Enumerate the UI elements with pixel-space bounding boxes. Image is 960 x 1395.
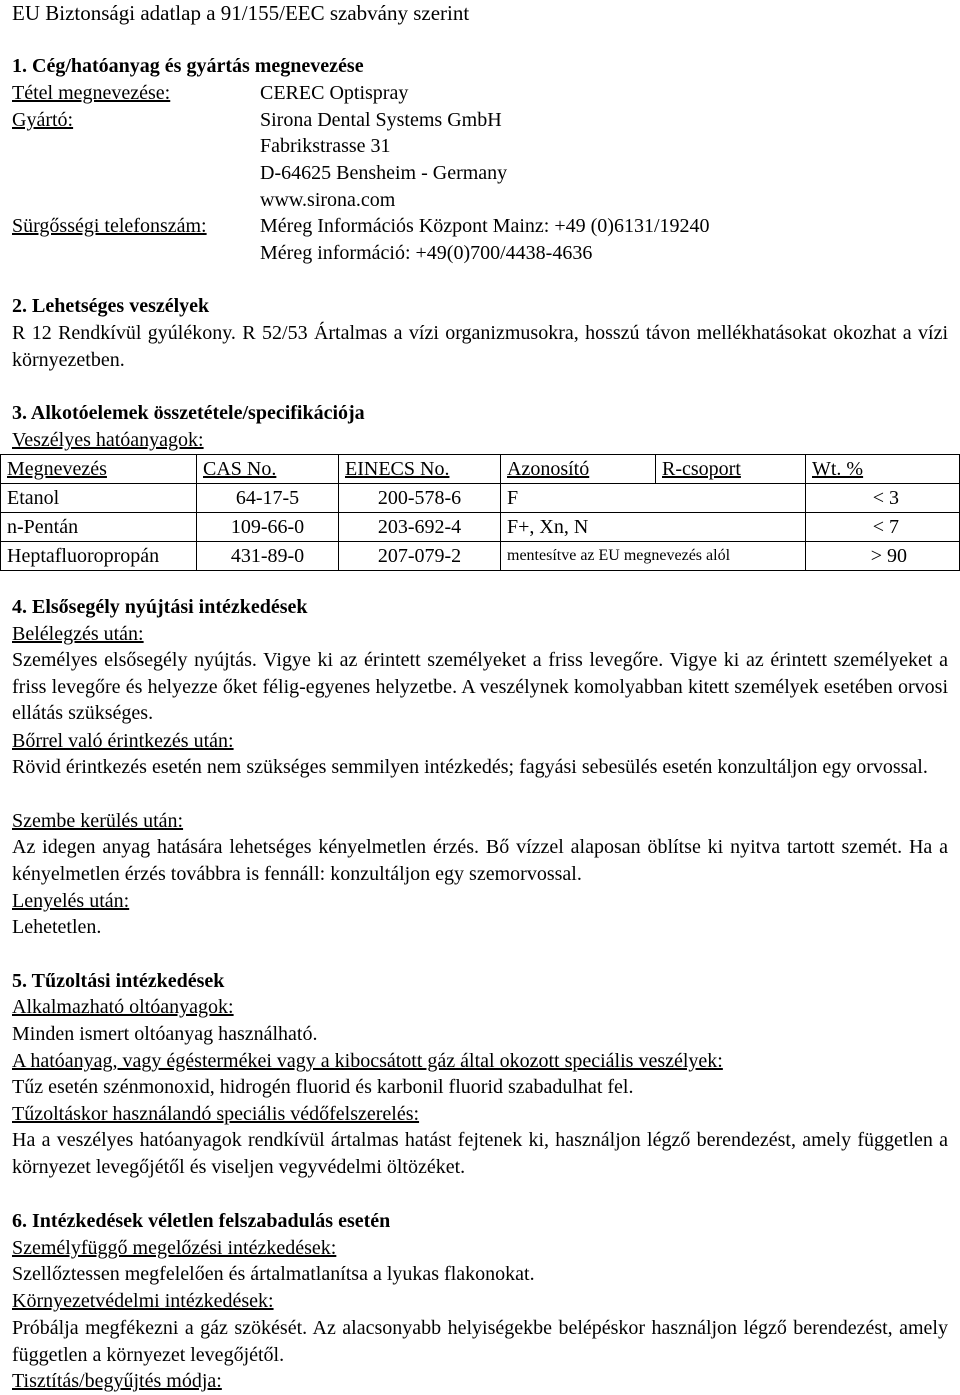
item-name-label: Tétel megnevezése: (12, 82, 171, 104)
special-hazards-label: A hatóanyag, vagy égéstermékei vagy a kibocsátott gáz által okozott speciális veszélyek: (12, 1050, 723, 1072)
environmental-label: Környezetvédelmi intézkedések: (12, 1290, 274, 1312)
composition-table (0, 454, 960, 571)
cell-einecs: 203-692-4 (339, 513, 501, 542)
table-row (1, 513, 960, 542)
hazards-text: R 12 Rendkívül gyúlékony. R 52/53 Ártalmas a vízi organizmusokra, hosszú távon mellékhatásokat okozhat a vízi környezetben. (12, 322, 948, 371)
ingestion-text: Lehetetlen. (12, 916, 102, 938)
cell-wt: > 90 (806, 542, 960, 571)
item-name-value: CEREC Optispray (260, 82, 409, 104)
manufacturer-name: Sirona Dental Systems GmbH (260, 109, 502, 131)
cell-cas: 431-89-0 (197, 542, 339, 571)
document-header: EU Biztonsági adatlap a 91/155/EEC szabvány szerint (12, 1, 470, 25)
personal-precautions-text: Szellőztessen megfelelően és ártalmatlanítsa a lyukas flakonokat. (12, 1263, 535, 1285)
emergency-phone-label: Sürgősségi telefonszám: (12, 215, 207, 237)
emergency-phone-2: Méreg információ: +49(0)700/4438-4636 (260, 242, 593, 264)
col-header-name: Megnevezés (1, 455, 197, 484)
col-header-rgroup: R-csoport (656, 455, 806, 484)
emergency-phone-1: Méreg Információs Központ Mainz: +49 (0)6131/19240 (260, 215, 710, 237)
cell-name: n-Pentán (1, 513, 197, 542)
cell-id: F (501, 484, 806, 513)
extinguishing-label: Alkalmazható oltóanyagok: (12, 996, 234, 1018)
cell-name: Heptafluoropropán (1, 542, 197, 571)
table-row (1, 542, 960, 571)
cell-wt: < 7 (806, 513, 960, 542)
manufacturer-website: www.sirona.com (260, 189, 396, 211)
extinguishing-text: Minden ismert oltóanyag használható. (12, 1023, 318, 1045)
special-hazards-text: Tűz esetén szénmonoxid, hidrogén fluorid és karbonil fluorid szabadulhat fel. (12, 1076, 634, 1098)
skin-contact-text: Rövid érintkezés esetén nem szükséges semmilyen intézkedés; fagyási sebesülés esetén konzultáljon egy orvossal. (12, 756, 928, 778)
manufacturer-label: Gyártó: (12, 109, 74, 131)
col-header-id: Azonosító (501, 455, 656, 484)
skin-contact-label: Bőrrel való érintkezés után: (12, 730, 234, 752)
protective-equipment-label: Tűzoltáskor használandó speciális védőfelszerelés: (12, 1103, 420, 1125)
cell-wt: < 3 (806, 484, 960, 513)
ingestion-label: Lenyelés után: (12, 890, 130, 912)
section-4-title: 4. Elsősegély nyújtási intézkedések (12, 596, 308, 618)
eye-contact-text: Az idegen anyag hatására lehetséges kényelmetlen érzés. Bő vízzel alaposan öblítse ki nyitva tartott szemét. Ha a kényelmetlen érzés továbbra is fennáll: konzultáljon egy szemorvossal. (12, 836, 948, 885)
cell-name: Etanol (1, 484, 197, 513)
cleanup-label: Tisztítás/begyűjtés módja: (12, 1370, 222, 1392)
table-row (1, 484, 960, 513)
cell-einecs: 207-079-2 (339, 542, 501, 571)
manufacturer-street: Fabrikstrasse 31 (260, 135, 391, 157)
personal-precautions-label: Személyfüggő megelőzési intézkedések: (12, 1237, 337, 1259)
hazardous-substances-label: Veszélyes hatóanyagok: (12, 429, 204, 451)
col-header-cas: CAS No. (197, 455, 339, 484)
section-2-title: 2. Lehetséges veszélyek (12, 295, 210, 317)
section-6-title: 6. Intézkedések véletlen felszabadulás esetén (12, 1210, 391, 1232)
section-1-title: 1. Cég/hatóanyag és gyártás megnevezése (12, 55, 364, 77)
inhalation-label: Belélegzés után: (12, 623, 144, 645)
cell-cas: 64-17-5 (197, 484, 339, 513)
section-5-title: 5. Tűzoltási intézkedések (12, 970, 225, 992)
protective-equipment-text: Ha a veszélyes hatóanyagok rendkívül ártalmas hatást fejtenek ki, használjon légző berendezést, amely független a környezet levegőjétől és viseljen vegyvédelmi öltözéket. (12, 1129, 948, 1178)
eye-contact-label: Szembe kerülés után: (12, 810, 184, 832)
manufacturer-city: D-64625 Bensheim - Germany (260, 162, 508, 184)
section-3-title: 3. Alkotóelemek összetétele/specifikációja (12, 402, 365, 424)
cell-id: F+, Xn, N (501, 513, 806, 542)
table-header-row (1, 455, 960, 484)
cell-cas: 109-66-0 (197, 513, 339, 542)
environmental-text: Próbálja megfékezni a gáz szökését. Az alacsonyabb helyiségekbe belépéskor használjon légző berendezést, amely független a környezet levegőjétől. (12, 1317, 948, 1366)
inhalation-text: Személyes elsősegély nyújtás. Vigye ki az érintett személyeket a friss levegőre. Vigye ki az érintett személyeket a friss levegőre és helyezze őket félig-egyenes helyzetbe. A veszélynek komolyabban kitett személyek esetében orvosi ellátás szükséges. (12, 649, 948, 725)
cell-einecs: 200-578-6 (339, 484, 501, 513)
cell-id: mentesítve az EU megnevezés alól (501, 542, 806, 571)
col-header-einecs: EINECS No. (339, 455, 501, 484)
col-header-wt: Wt. % (806, 455, 960, 484)
